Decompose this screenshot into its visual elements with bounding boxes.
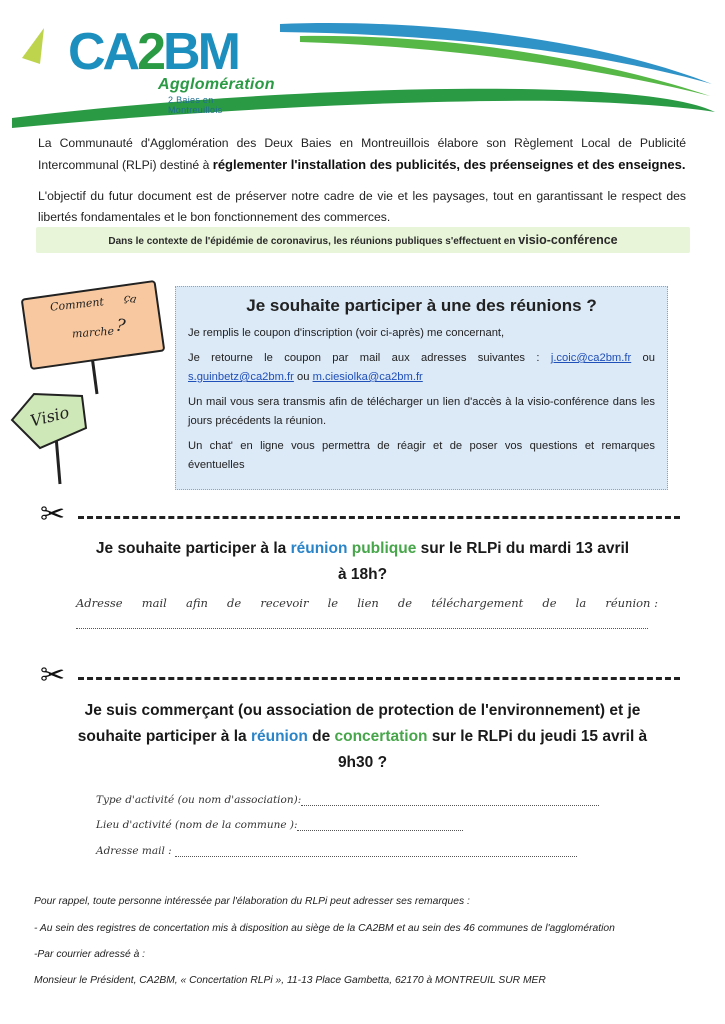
sign-text-visio: Visio bbox=[28, 402, 72, 431]
info-line-download: Un mail vous sera transmis afin de télécharger un lien d'accès à la visio-conférence dans les jours précédents la réunion. bbox=[188, 396, 655, 427]
intro-paragraph-1: La Communauté d'Agglomération des Deux Baies en Montreuillois élabore son Règlement Local de Publicité Intercommunal (RLPi) destiné à réglementer l'installation des publicités, des préenseignes et des enseignes. bbox=[38, 136, 686, 172]
coupon2-activity-place-label: Lieu d'activité (nom de la commune ): bbox=[96, 819, 298, 831]
ca2bm-logo bbox=[68, 22, 275, 115]
intro-paragraph-2: L'objectif du futur document est de préserver notre cadre de vie et les paysages, tout en garantissant le respect des libertés fondamentales et le bon fonctionnement des commerces. bbox=[38, 189, 686, 224]
email-link-ciesiolka[interactable]: m.ciesiolka@ca2bm.fr bbox=[312, 371, 423, 383]
email-link-coic[interactable]: j.coic@ca2bm.fr bbox=[550, 352, 632, 364]
signpost-illustration bbox=[0, 280, 176, 490]
logo-tagline: 2 Baies en Montreuillois bbox=[168, 95, 223, 115]
scissors-icon: ✂ bbox=[40, 498, 66, 531]
sign-text-marche: marche bbox=[71, 324, 115, 341]
dashed-divider bbox=[78, 677, 680, 680]
info-line-chat: Un chat' en ligne vous permettra de réagir et de poser vos questions et remarques éventuelles bbox=[188, 440, 655, 471]
coupon2-heading: Je suis commerçant (ou association de protection de l'environnement) et je souhaite participer à la réunion de concertation sur le RLPi du jeudi 15 avril à 9h30 ? bbox=[77, 702, 648, 771]
coupon2-activity-place-field[interactable] bbox=[297, 830, 463, 831]
cut-line-2 bbox=[40, 659, 680, 692]
footer-postal-address: Monsieur le Président, CA2BM, « Concertation RLPi », 11-13 Place Gambetta, 62170 à MONTREUIL SUR MER bbox=[34, 975, 546, 986]
info-line-coupon: Je remplis le coupon d'inscription (voir ci-après) me concernant, bbox=[188, 327, 505, 339]
covid-notice-bar: Dans le contexte de l'épidémie de coronavirus, les réunions publiques s'effectuent en visio-conférence bbox=[36, 227, 690, 253]
logo-agglomeration: Agglomération bbox=[158, 76, 275, 93]
sign-text-ca: ça bbox=[122, 290, 138, 307]
footer-mail-intro: -Par courrier adressé à : bbox=[34, 949, 146, 960]
coupon2-activity-type-label: Type d'activité (ou nom d'association): bbox=[96, 794, 302, 806]
scissors-icon: ✂ bbox=[40, 659, 66, 692]
info-line-emails: Je retourne le coupon par mail aux adresses suivantes : j.coic@ca2bm.fr ou s.guinbetz@ca2bm.fr ou m.ciesiolka@ca2bm.fr bbox=[188, 352, 655, 383]
info-box bbox=[175, 286, 668, 490]
coupon2-email-field[interactable] bbox=[175, 856, 577, 857]
logo-wordmark: CA2BM bbox=[68, 23, 238, 81]
cut-line-1 bbox=[40, 498, 680, 531]
coupon1-heading: Je souhaite participer à la réunion publique sur le RLPi du mardi 13 avril à 18h? bbox=[95, 540, 630, 583]
coupon2-email-label: Adresse mail : bbox=[96, 845, 172, 857]
footer-registers: - Au sein des registres de concertation mis à disposition au siège de la CA2BM et au sein des 46 communes de l'agglomération bbox=[34, 923, 615, 934]
coupon1-email-label: Adresse mail afin de recevoir le lien de téléchargement de la réunion : bbox=[76, 596, 658, 610]
info-box-title: Je souhaite participer à une des réunions ? bbox=[246, 296, 597, 315]
coupon2-activity-type-field[interactable] bbox=[301, 805, 599, 806]
coupon1-email-field[interactable] bbox=[76, 628, 648, 629]
sign-text-comment: Comment bbox=[49, 295, 105, 314]
dashed-divider bbox=[78, 516, 680, 519]
email-link-guinbetz[interactable]: s.guinbetz@ca2bm.fr bbox=[188, 371, 294, 383]
footer-reminder: Pour rappel, toute personne intéressée par l'élaboration du RLPi peut adresser ses remarques : bbox=[34, 896, 470, 907]
sign-text-question: ? bbox=[114, 315, 127, 337]
